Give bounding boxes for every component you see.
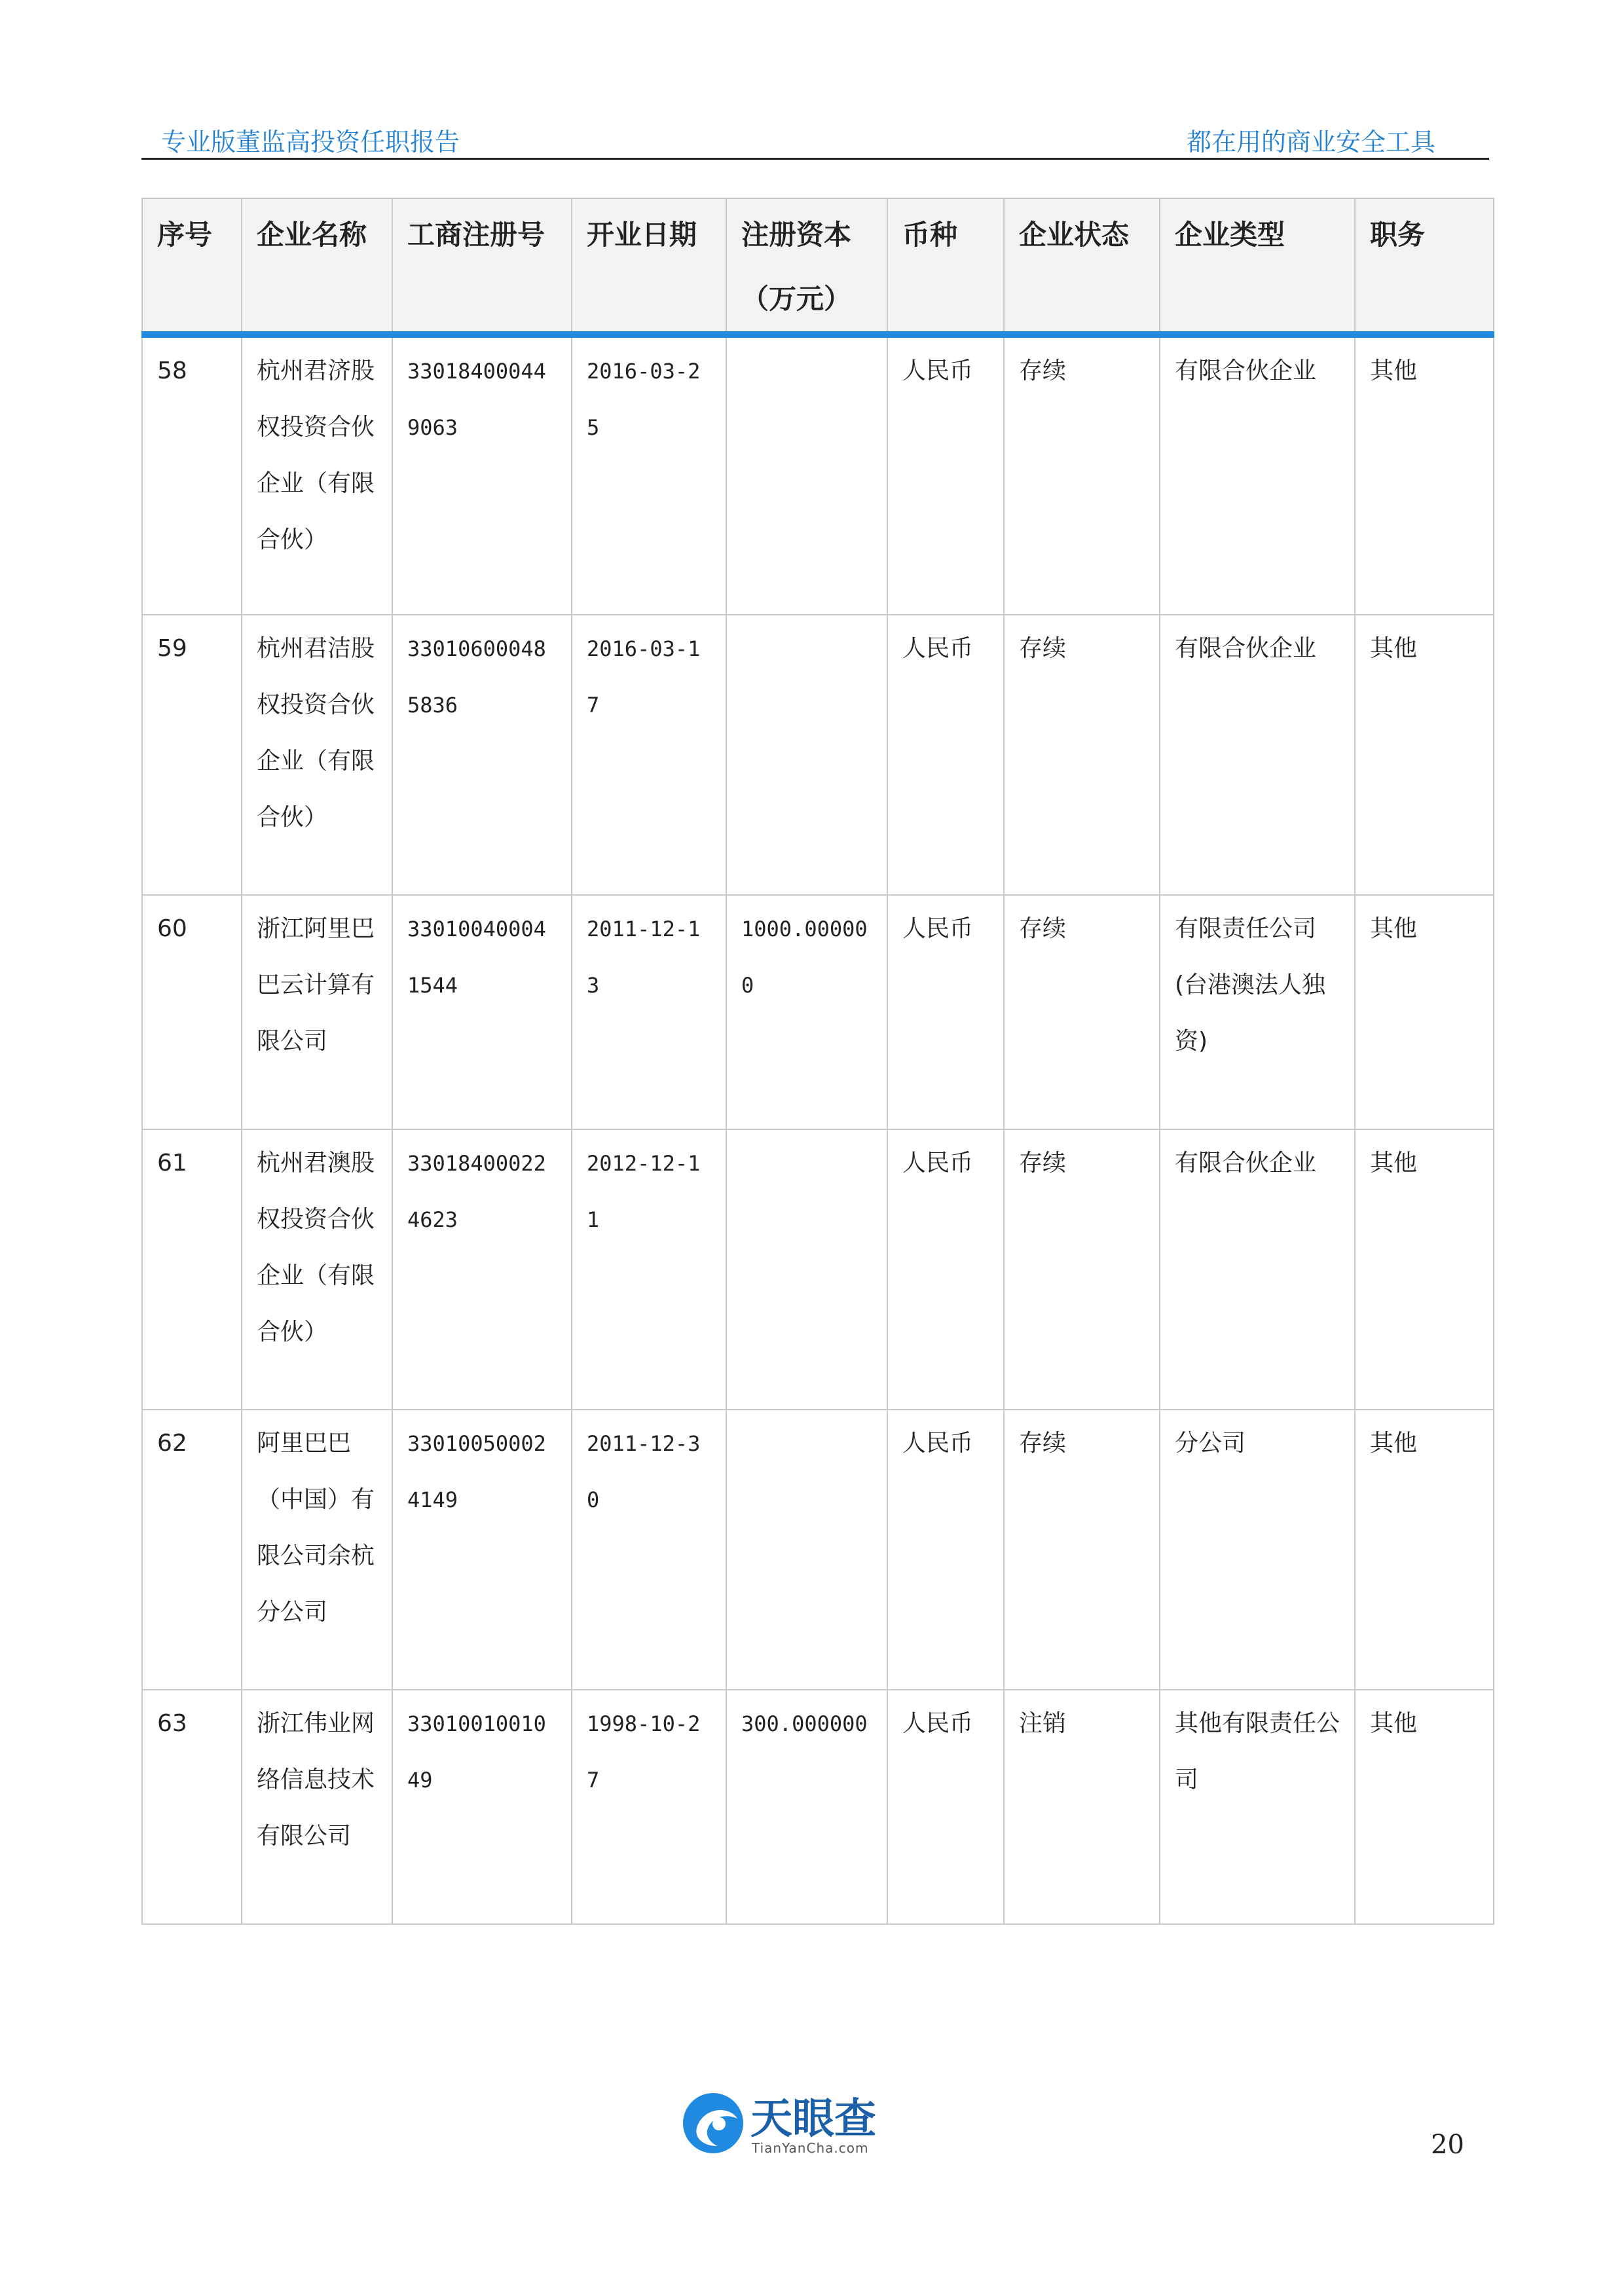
col-header-currency: 币种 (887, 198, 1004, 335)
tianyancha-logo (677, 2087, 919, 2159)
cell-type: 有限责任公司(台港澳法人独资) (1160, 895, 1355, 1129)
cell-name: 浙江阿里巴巴云计算有限公司 (242, 895, 392, 1129)
cell-no: 63 (142, 1690, 242, 1924)
cell-name: 浙江伟业网络信息技术有限公司 (242, 1690, 392, 1924)
table-row (142, 1690, 1494, 1924)
cell-no: 59 (142, 615, 242, 895)
cell-position: 其他 (1355, 1410, 1494, 1690)
col-header-position: 职务 (1355, 198, 1494, 335)
cell-reg-no: 330184000224623 (392, 1129, 572, 1410)
cell-type: 有限合伙企业 (1160, 1129, 1355, 1410)
cell-capital (726, 1410, 887, 1690)
col-header-status: 企业状态 (1004, 198, 1160, 335)
col-header-open-date: 开业日期 (572, 198, 726, 335)
cell-open-date: 2016-03-17 (572, 615, 726, 895)
cell-name: 杭州君洁股权投资合伙企业（有限合伙） (242, 615, 392, 895)
table-header-row (142, 198, 1494, 335)
cell-currency: 人民币 (887, 615, 1004, 895)
cell-no: 60 (142, 895, 242, 1129)
table-row (142, 1129, 1494, 1410)
cell-type: 有限合伙企业 (1160, 615, 1355, 895)
cell-capital: 1000.000000 (726, 895, 887, 1129)
cell-type: 有限合伙企业 (1160, 335, 1355, 615)
cell-no: 61 (142, 1129, 242, 1410)
logo-text: 天眼查 (750, 2095, 876, 2143)
col-header-no: 序号 (142, 198, 242, 335)
cell-name: 阿里巴巴（中国）有限公司余杭分公司 (242, 1410, 392, 1690)
cell-capital (726, 1129, 887, 1410)
cell-reg-no: 3301001001049 (392, 1690, 572, 1924)
col-header-type: 企业类型 (1160, 198, 1355, 335)
cell-currency: 人民币 (887, 335, 1004, 615)
col-header-reg-no: 工商注册号 (392, 198, 572, 335)
cell-reg-no: 330100400041544 (392, 895, 572, 1129)
cell-currency: 人民币 (887, 895, 1004, 1129)
cell-position: 其他 (1355, 1129, 1494, 1410)
report-title: 专业版董监高投资任职报告 (161, 128, 460, 156)
cell-reg-no: 330100500024149 (392, 1410, 572, 1690)
cell-no: 62 (142, 1410, 242, 1690)
cell-status: 注销 (1004, 1690, 1160, 1924)
cell-status: 存续 (1004, 1129, 1160, 1410)
cell-currency: 人民币 (887, 1410, 1004, 1690)
cell-type: 其他有限责任公司 (1160, 1690, 1355, 1924)
cell-no: 58 (142, 335, 242, 615)
cell-status: 存续 (1004, 615, 1160, 895)
table-row (142, 1410, 1494, 1690)
header-divider (141, 158, 1489, 160)
cell-open-date: 2011-12-30 (572, 1410, 726, 1690)
cell-currency: 人民币 (887, 1129, 1004, 1410)
cell-status: 存续 (1004, 1410, 1160, 1690)
cell-status: 存续 (1004, 895, 1160, 1129)
col-header-capital: 注册资本（万元） (726, 198, 887, 335)
cell-capital: 300.000000 (726, 1690, 887, 1924)
table-row (142, 335, 1494, 615)
page-number: 20 (1431, 2130, 1464, 2160)
cell-status: 存续 (1004, 335, 1160, 615)
cell-currency: 人民币 (887, 1690, 1004, 1924)
investment-table (141, 198, 1494, 1925)
cell-open-date: 2012-12-11 (572, 1129, 726, 1410)
cell-type: 分公司 (1160, 1410, 1355, 1690)
cell-position: 其他 (1355, 895, 1494, 1129)
cell-capital (726, 615, 887, 895)
cell-name: 杭州君济股权投资合伙企业（有限合伙） (242, 335, 392, 615)
cell-open-date: 1998-10-27 (572, 1690, 726, 1924)
logo-subtext: TianYanCha.com (752, 2140, 869, 2156)
col-header-name: 企业名称 (242, 198, 392, 335)
logo-swirl-icon (683, 2093, 743, 2153)
slogan: 都在用的商业安全工具 (1186, 128, 1435, 156)
cell-reg-no: 330106000485836 (392, 615, 572, 895)
cell-reg-no: 330184000449063 (392, 335, 572, 615)
cell-position: 其他 (1355, 335, 1494, 615)
cell-capital (726, 335, 887, 615)
cell-position: 其他 (1355, 1690, 1494, 1924)
cell-open-date: 2011-12-13 (572, 895, 726, 1129)
cell-name: 杭州君澳股权投资合伙企业（有限合伙） (242, 1129, 392, 1410)
table-row (142, 615, 1494, 895)
cell-position: 其他 (1355, 615, 1494, 895)
cell-open-date: 2016-03-25 (572, 335, 726, 615)
table-row (142, 895, 1494, 1129)
